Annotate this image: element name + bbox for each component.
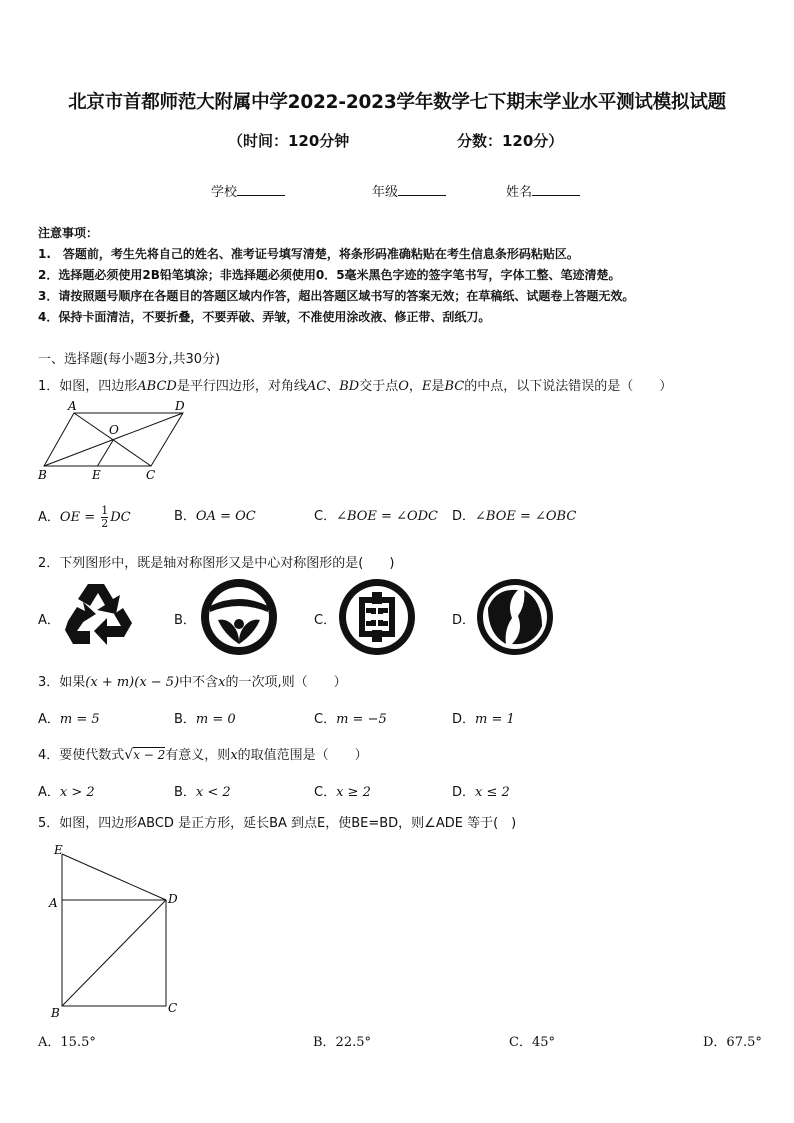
- label-B: B: [38, 468, 47, 482]
- q3-option-c[interactable]: C．m = −5: [314, 712, 387, 727]
- fraction-one-half: $\frac{1}{2}$: [101, 504, 109, 530]
- school-field: [211, 181, 285, 200]
- name-field: [506, 181, 580, 200]
- notes-heading: 注意事项：: [38, 226, 99, 240]
- note-item: 3．请按照题号顺序在各题目的答题区域内作答，超出答题区域书写的答案无效；在草稿纸、试题卷上答题无效。: [38, 289, 635, 303]
- q3-option-a[interactable]: A．m = 5: [38, 712, 100, 727]
- q2-option-a[interactable]: A．: [38, 613, 60, 628]
- label-C: C: [168, 1001, 178, 1015]
- label-E: E: [54, 843, 63, 857]
- school-blank: [237, 183, 285, 196]
- q4-option-a[interactable]: A．x > 2: [38, 785, 95, 800]
- label-D: D: [175, 399, 185, 413]
- label-A: A: [68, 399, 77, 413]
- label-E: E: [92, 468, 101, 482]
- q4-option-d[interactable]: D．x ≤ 2: [452, 785, 510, 800]
- q5-option-b[interactable]: B．22.5°: [313, 1035, 371, 1050]
- question-3-text: 3．如果(x + m)(x − 5)中不含x的一次项,则（ ）: [38, 675, 347, 690]
- page-title: 北京市首都师范大附属中学2022-2023学年数学七下期末学业水平测试模拟试题: [68, 92, 726, 113]
- q2-option-c[interactable]: C．: [314, 613, 337, 628]
- q1-option-c[interactable]: C．∠BOE = ∠ODC: [314, 509, 438, 524]
- section-heading: 一、选择题(每小题3分,共30分): [38, 352, 221, 367]
- grade-field: [372, 181, 446, 200]
- q2-option-d[interactable]: D．: [452, 613, 476, 628]
- time-label: （时间：120分钟: [228, 132, 350, 150]
- q1-option-b[interactable]: B．OA = OC: [174, 509, 256, 524]
- q4-option-b[interactable]: B．x < 2: [174, 785, 231, 800]
- q2-option-b[interactable]: B．: [174, 613, 196, 628]
- q1-option-a[interactable]: A．OE = $\frac{1}{2}$ DC: [38, 504, 131, 530]
- sqrt-sign: √: [124, 747, 134, 763]
- name-blank: [532, 183, 580, 196]
- label-A: A: [49, 896, 58, 910]
- recycle-icon: [60, 578, 140, 653]
- question-4-text: 4．要使代数式√x − 2有意义，则x的取值范围是（ ）: [38, 747, 368, 763]
- label-O: O: [109, 423, 119, 437]
- certification-logo-icon: [200, 578, 278, 656]
- q3-option-d[interactable]: D．m = 1: [452, 712, 515, 727]
- note-item: 1. 答题前，考生先将自己的姓名、准考证号填写清楚，将条形码准确粘贴在考生信息条形码粘贴区。: [38, 247, 579, 261]
- q4-option-c[interactable]: C．x ≥ 2: [314, 785, 371, 800]
- score-label: 分数：120分）: [457, 132, 564, 150]
- label-D: D: [168, 892, 178, 906]
- label-C: C: [146, 468, 156, 482]
- question-2-text: 2．下列图形中，既是轴对称图形又是中心对称图形的是( ): [38, 556, 395, 571]
- swirl-logo-icon: [476, 578, 554, 656]
- icbc-logo-icon: [338, 578, 416, 656]
- parallelogram-figure: [36, 398, 196, 484]
- q5-option-a[interactable]: A．15.5°: [38, 1035, 96, 1050]
- label-B: B: [51, 1006, 60, 1020]
- question-5-text: 5．如图，四边形ABCD 是正方形，延长BA 到点E，使BE=BD，则∠ADE 等于( ): [38, 816, 517, 831]
- q5-option-d[interactable]: D．67.5°: [703, 1035, 762, 1050]
- q1-option-d[interactable]: D．∠BOE = ∠OBC: [452, 509, 577, 524]
- grade-blank: [398, 183, 446, 196]
- square-figure: [44, 840, 194, 1020]
- q5-option-c[interactable]: C．45°: [509, 1035, 555, 1050]
- grade-label: 年级: [372, 185, 399, 200]
- school-label: 学校: [211, 185, 238, 200]
- note-item: 4．保持卡面清洁，不要折叠，不要弄破、弄皱，不准使用涂改液、修正带、刮纸刀。: [38, 310, 491, 324]
- note-item: 2．选择题必须使用2B铅笔填涂；非选择题必须使用0．5毫米黑色字迹的签字笔书写，字体工整、笔迹清楚。: [38, 268, 621, 282]
- name-label: 姓名: [506, 185, 533, 200]
- q3-option-b[interactable]: B．m = 0: [174, 712, 236, 727]
- question-1-text: 1．如图，四边形ABCD是平行四边形，对角线AC、BD交于点O，E是BC的中点，以下说法错误的是（ ）: [38, 379, 673, 394]
